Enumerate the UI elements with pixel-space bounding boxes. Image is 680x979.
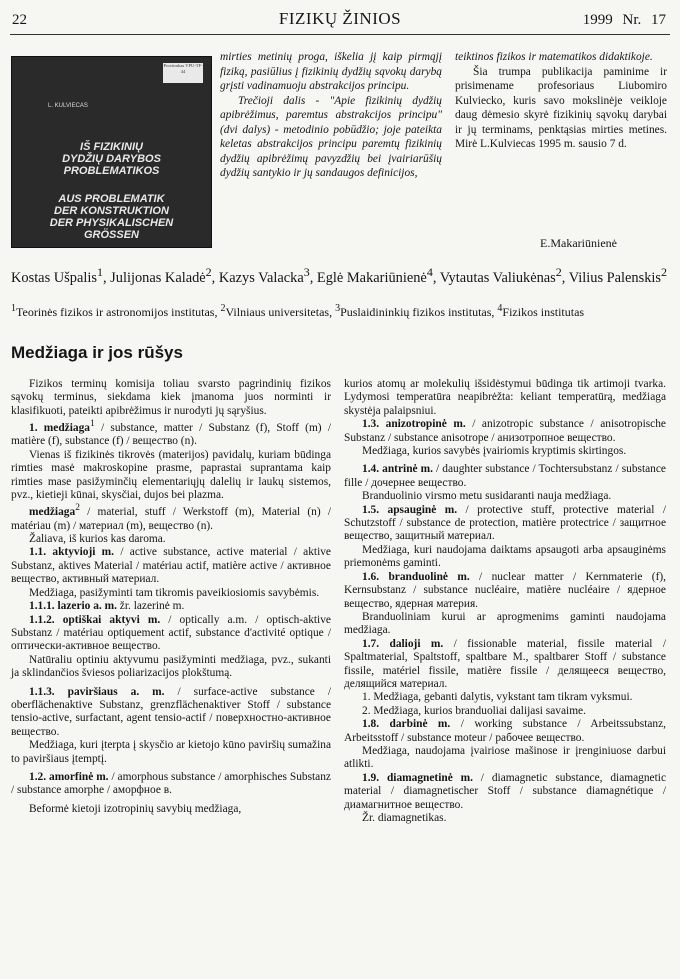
cover-label: Provitrukas VPU-TF-44	[163, 63, 203, 83]
term-paragraph	[11, 803, 331, 816]
header-rule	[10, 34, 670, 35]
left-text-column	[11, 378, 331, 816]
term-headword: 1. medžiaga	[29, 422, 90, 435]
author-list: Kostas Ušpalis$^1$, Julijonas Kaladė$^2$, Kazys Valacka$^3$, Eglė Makariūnienė$^4$, Vytautas Valiukėnas$^2$, Vilius Palenskis$^2$	[11, 265, 668, 286]
intro-paragraph: mirties metinių proga, iškelia jį kaip pirmąjį fiziką, pasiūlius į fizikinių dydžių sąvokų darybą grįsti vadinamuoju abstrakcijos principu.	[220, 51, 442, 92]
book-cover-image	[11, 56, 212, 248]
signature: E.Makariūnienė	[540, 236, 617, 250]
intro-column-1	[220, 50, 442, 181]
term-headword: 1.8. darbinė m.	[362, 718, 451, 731]
term-text: kurios atomų ar molekulių išsidėstymui būdinga tik artimoji tvarka. Lydymosi temperatūra neapibrėžta: keliant temperatūrą, medžiaga skystėja palaipsniui.	[344, 378, 666, 417]
term-text: / active substance, active material / aktive Substanz, aktives Material / matériau actif, matière active / активное вещество, активный материал.	[11, 546, 331, 586]
term-paragraph	[344, 490, 666, 503]
term-headword: 1.1.3. paviršiaus a. m.	[29, 685, 165, 698]
issue-number: 1999 Nr. 17	[582, 12, 666, 28]
term-paragraph	[11, 502, 331, 533]
author-name: Kazys Valacka	[218, 269, 304, 286]
term-paragraph	[344, 812, 666, 825]
term-text: / anizotropic substance / anisotropische Substanz / substance anisotrope / анизотропное вещество.	[344, 418, 666, 444]
term-paragraph	[11, 771, 331, 798]
affiliation-sup: 1	[11, 303, 16, 314]
term-paragraph	[344, 611, 666, 638]
term-text: Vienas iš fizikinės tikrovės (materijos) pavidalų, kuriam būdinga rimties masė makroskopine prasme, paprastai suprantama kaip rimties mase pasižyminčių elementariųjų dalelių ir laukų sistemos, pvz., kietieji kūnai, skysčiai, dujos bei plazma.	[11, 448, 331, 502]
intro-paragraph: Šia trumpa publikacija paminime ir prisimename profesoriaus Liubomiro Kulviecko, kuris savo mokslinėje veikloje daug dėmesio skyrė fizikinių sąvokų darybai ir jų terminams, penktąsias mirties metines. Mirė L.Kulviecas 1995 m. sausio 7 d.	[455, 65, 667, 150]
author-sup: 2	[205, 265, 212, 279]
term-headword: 1.3. anizotropinė m.	[362, 418, 466, 431]
author-sup: 1	[96, 265, 103, 279]
term-paragraph	[11, 418, 331, 449]
affiliation-text: Teorinės fizikos ir astronomijos institutas,	[16, 305, 221, 319]
intro-paragraph: teiktinos fizikos ir matematikos didaktikoje.	[455, 51, 653, 63]
affiliation-sup: 3	[335, 303, 341, 314]
term-paragraph	[344, 378, 666, 418]
term-text: / surface-active substance / oberflächenaktive Substanz, grenzflächenaktiver Stoff / substance tensio-active, surfactant, agent tensio-actif / поверхностно-активное вещество.	[11, 685, 331, 738]
term-paragraph	[344, 772, 666, 812]
term-text: / diamagnetic substance, diamagnetic material / diamagnetischer Stoff / substance diamagnétique / диамагнитное вещество.	[344, 771, 666, 811]
affiliations	[11, 302, 671, 319]
term-paragraph	[11, 686, 331, 740]
term-text: Medžiaga, kuri įterpta į skysčio ar kietojo kūno paviršių sumažina to paviršiaus įtemptį.	[11, 739, 331, 765]
term-sup: 2	[75, 503, 80, 514]
affiliation-sup: 2	[220, 303, 226, 314]
cover-title-line: DYDŽIŲ DARYBOS	[62, 153, 161, 165]
term-headword: 1.1.2. optiškai aktyvi m.	[29, 613, 161, 626]
intro-paragraph: Trečioji dalis - "Apie fizikinių dydžių apibrėžimus, paremtus abstrakcijos principu" (dvi dalys) - metodinio pobūdžio; joje pateikta keletas abstrakcijos principu paremtų fizikinių dydžių apibrėžimų pavyzdžių bei įvairiarūšių dydžių santykio ir jų sandaugos definicijos,	[220, 94, 442, 179]
cover-title-line: DER KONSTRUKTION	[54, 205, 169, 217]
term-paragraph	[344, 504, 666, 544]
term-text: Medžiaga, pasižyminti tam tikromis paveikiosiomis savybėmis.	[29, 586, 320, 599]
term-text: Medžiaga, naudojama įvairiose mašinose ir įrenginiuose darbui atlikti.	[344, 744, 666, 771]
cover-author: L. KULVIECAS	[48, 103, 88, 109]
term-paragraph	[11, 739, 331, 766]
term-paragraph	[344, 705, 666, 718]
term-paragraph	[11, 546, 331, 586]
author-sup: 2	[555, 265, 562, 279]
intro-column-2	[455, 50, 667, 152]
term-headword: 1.7. dalioji m.	[362, 637, 444, 650]
term-headword: 1.5. apsauginė m.	[362, 503, 458, 516]
term-text: Fizikos terminų komisija toliau svarsto pagrindinių fizikos sąvokų terminus, siekdama kiek įmanoma juos norminti ir klasifikuoti, pateikti apibrėžimus ir nurodyti jų sąryšius.	[11, 378, 331, 417]
cover-title-lt	[12, 141, 211, 177]
term-text: 2. Medžiaga, kurios branduoliai dalijasi savaime.	[362, 704, 586, 717]
cover-title-line: DER PHYSIKALISCHEN	[49, 217, 174, 229]
cover-title-line: GRÖSSEN	[83, 229, 139, 241]
running-header	[0, 0, 680, 40]
journal-title: FIZIKŲ ŽINIOS	[278, 9, 402, 28]
term-headword: 1.2. amorfinė m.	[29, 770, 109, 783]
term-text: Natūraliu optiniu aktyvumu pasižyminti medžiaga, pvz., sukanti ja sklindančios šviesos poliarizacijos plokštumą.	[11, 653, 331, 680]
cover-title-line: PROBLEMATIKOS	[63, 165, 160, 177]
term-text: Branduolinio virsmo metu susidaranti nauja medžiaga.	[362, 490, 612, 503]
section-title: Medžiaga ir jos rūšys	[11, 343, 183, 362]
term-paragraph	[344, 691, 666, 704]
term-text: / protective stuff, protective material / Schutzstoff / substance de protection, matière protectrice / защитное вещество, защитный материал.	[344, 503, 666, 543]
term-paragraph	[11, 600, 331, 613]
term-paragraph	[344, 544, 666, 571]
affiliation-sup: 4	[497, 303, 503, 314]
term-paragraph	[344, 418, 666, 445]
term-text: Medžiaga, kuri naudojama daiktams apsaugoti arba apsauginėms priemonėms gaminti.	[344, 543, 666, 570]
affiliation-text: Puslaidininkių fizikos institutas,	[340, 305, 498, 319]
term-text: Medžiaga, kurios savybės įvairiomis kryptimis skirtingos.	[362, 445, 627, 458]
term-headword: 1.1.1. lazerio a. m.	[29, 600, 117, 613]
term-text: Žaliava, iš kurios kas daroma.	[29, 533, 166, 546]
term-text: Žr. diamagnetikas.	[362, 812, 447, 824]
term-text: / nuclear matter / Kernmaterie (f), Kernsubstanz / substance nucléaire, matière nucléaire / ядерное вещество, ядерная материя.	[344, 570, 667, 610]
cover-title-de	[12, 193, 211, 241]
term-headword: 1.1. aktyvioji m.	[29, 546, 115, 559]
term-paragraph	[344, 718, 666, 745]
author-name: Eglė Makariūnienė	[316, 269, 427, 286]
term-headword: medžiaga	[29, 506, 76, 519]
term-headword: 1.4. antrinė m.	[362, 463, 433, 476]
term-paragraph	[344, 638, 666, 692]
term-paragraph	[11, 533, 331, 546]
term-paragraph	[344, 745, 666, 772]
right-text-column	[344, 378, 666, 825]
affiliation-text: Vilniaus universitetas,	[225, 305, 336, 319]
cover-title-line: AUS PROBLEMATIK	[58, 193, 165, 205]
term-text: Beformė kietoji izotropinių savybių medžiaga,	[29, 802, 242, 815]
term-text: / fissionable material, fissile material / Spaltmaterial, Spaltstoff, spaltbare M., spaltbarer Stoff / substance fissile, matériel fissile, matière fissile / делящееся вещество, делящийся материал.	[344, 637, 666, 690]
term-text: / substance, matter / Substanz (f), Stoff (m) / matière (f), substance (f) / вещество (n).	[11, 422, 332, 448]
term-text: / working substance / Arbeitssubstanz, Arbeitsstoff / substance moteur / рабочее вещество.	[344, 718, 667, 744]
term-sup: 1	[89, 419, 95, 430]
author-name: Julijonas Kaladė	[110, 269, 206, 286]
term-text: / material, stuff / Werkstoff (m), Material (n) / matériau (m) / материал (m), вещество (n).	[11, 506, 331, 532]
term-text: 1. Medžiaga, gebanti dalytis, vykstant tam tikram vyksmui.	[362, 691, 633, 704]
term-paragraph	[11, 449, 331, 503]
term-headword: 1.6. branduolinė m.	[362, 570, 470, 583]
page-number: 22	[12, 12, 27, 28]
term-text: žr. lazerinė m.	[116, 600, 185, 613]
author-sup: 3	[303, 265, 310, 279]
term-paragraph	[344, 463, 666, 490]
term-text: / daughter substance / Tochtersubstanz / substance fille / дочернее вещество.	[344, 463, 666, 489]
term-text: Branduoliniam kurui ar aprogmenims gaminti naudojama medžiaga.	[344, 610, 666, 637]
term-paragraph	[11, 654, 331, 681]
author-name: Vilius Palenskis	[568, 269, 662, 286]
author-sup: 2	[661, 265, 668, 279]
author-sup: 4	[426, 265, 433, 279]
author-name: Kostas Ušpalis	[11, 269, 97, 286]
affiliation-text: Fizikos institutas	[502, 305, 585, 319]
term-headword: 1.9. diamagnetinė m.	[362, 771, 473, 784]
term-paragraph	[11, 378, 331, 418]
term-text: / amorphous substance / amorphisches Substanz / substance amorphe / аморфное в.	[11, 770, 331, 797]
term-paragraph	[344, 571, 666, 611]
cover-title-line: IŠ FIZIKINIŲ	[80, 141, 143, 153]
term-text: / optically a.m. / optisch-aktive Substanz / matériau optiquement actif, substance d'activité optique / оптически-активное вещество.	[11, 613, 331, 653]
author-name: Vytautas Valiukėnas	[439, 269, 556, 286]
term-paragraph	[344, 445, 666, 458]
term-paragraph	[11, 614, 331, 654]
term-paragraph	[11, 587, 331, 600]
